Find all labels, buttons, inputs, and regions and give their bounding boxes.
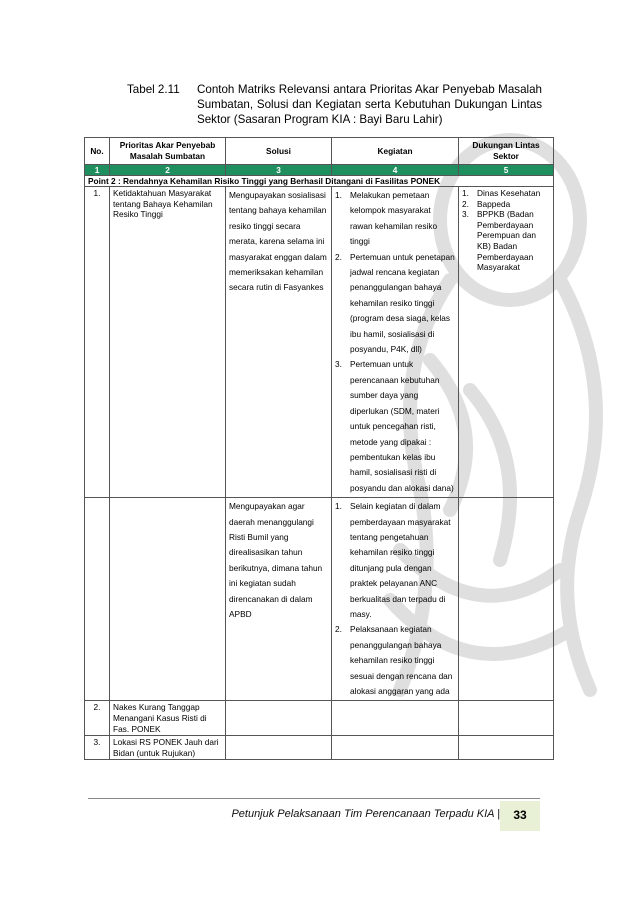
- row-prioritas: Nakes Kurang Tanggap Menangani Kasus Risti di Fas. PONEK: [110, 701, 226, 736]
- row-solusi: [226, 736, 332, 760]
- header-no: No.: [85, 138, 110, 165]
- caption-label: Tabel 2.11: [127, 83, 180, 96]
- row-dukungan: [459, 498, 554, 701]
- table-row: [85, 498, 554, 701]
- header-kegiatan: Kegiatan: [332, 138, 459, 165]
- table-row: [85, 701, 554, 736]
- column-number-row: [85, 165, 554, 176]
- row-prioritas: Ketidaktahuan Masyarakat tentang Bahaya Kehamilan Resiko Tinggi: [110, 187, 226, 498]
- table-row: [85, 736, 554, 760]
- list-item: 1. Dinas Kesehatan: [462, 188, 541, 198]
- list-item: 2. Bappeda: [462, 198, 511, 209]
- row-dukungan: [459, 701, 554, 736]
- row-kegiatan: [332, 736, 459, 760]
- row-no: 1.: [85, 187, 110, 498]
- col-number: 1: [85, 165, 110, 176]
- caption-text: Contoh Matriks Relevansi antara Prioritas Akar Penyebab Masalah Sumbatan, Solusi dan Kegiatan serta Kebutuhan Dukungan Lintas Sektor (Sasaran Program KIA : Bayi Baru Lahir): [197, 83, 542, 127]
- list-item: 1. Selain kegiatan di dalam pemberdayaan masyarakat tentang pengetahuan kehamilan resiko tinggi ditunjang pula dengan praktek pelayanan ANC berkualitas dan terpadu di masy.: [335, 501, 451, 619]
- list-item: 2. Pertemuan untuk penetapan jadwal rencana kegiatan penanggulangan bahaya kehamilan resiko tinggi (program desa siaga, kelas ibu hamil, sosialisasi di posyandu, P4K, dll): [335, 251, 455, 355]
- table-row: [85, 187, 554, 498]
- row-prioritas: Lokasi RS PONEK Jauh dari Bidan (untuk Rujukan): [110, 736, 226, 760]
- list-item: 1. Melakukan pemetaan kelompok masyarakat rawan kehamilan resiko tinggi: [335, 190, 438, 247]
- col-number: 3: [226, 165, 332, 176]
- row-solusi: Mengupayakan agar daerah menanggulangi Risti Bumil yang direalisasikan tahun berikutnya, dimana tahun ini kegiatan sudah direncanakan di dalam APBD: [226, 498, 332, 701]
- col-number: 5: [459, 165, 554, 176]
- list-item: 3. BPPKB (Badan Pemberdayaan Perempuan dan KB) Badan Pemberdayaan Masyarakat: [462, 209, 537, 273]
- footer-divider: [88, 798, 540, 799]
- row-solusi: Mengupayakan sosialisasi tentang bahaya kehamilan resiko tinggi secara merata, karena selama ini masyarakat enggan dalam memeriksakan kehamilan secara rutin di Fasyankes: [226, 187, 332, 498]
- row-dukungan: [459, 187, 554, 498]
- row-solusi: [226, 701, 332, 736]
- row-dukungan: [459, 736, 554, 760]
- list-item: 2. Pelaksanaan kegiatan penanggulangan bahaya kehamilan resiko tinggi sesuai dengan rencana dan alokasi anggaran yang ada: [335, 624, 453, 696]
- col-number: 2: [110, 165, 226, 176]
- footer-title: Petunjuk Pelaksanaan Tim Perencanaan Terpadu KIA |: [231, 808, 500, 820]
- header-dukungan: Dukungan Lintas Sektor: [459, 138, 554, 165]
- point-title: Point 2 : Rendahnya Kehamilan Risiko Tinggi yang Berhasil Ditangani di Fasilitas PONEK: [85, 176, 554, 187]
- row-no: 2.: [85, 701, 110, 736]
- relevance-matrix-table: [84, 137, 554, 760]
- list-item: 3. Pertemuan untuk perencanaan kebutuhan sumber daya yang diperlukan (SDM, materi untuk pencegahan risti, metode yang dipakai : pembentukan kelas ibu hamil, sosialisasi risti di posyandu dan alokasi dana): [335, 359, 454, 493]
- page-number: 33: [513, 808, 527, 822]
- row-no: [85, 498, 110, 701]
- header-prioritas: Prioritas Akar Penyebab Masalah Sumbatan: [110, 138, 226, 165]
- row-no: 3.: [85, 736, 110, 760]
- point-row: [85, 176, 554, 187]
- row-kegiatan: [332, 187, 459, 498]
- header-solusi: Solusi: [226, 138, 332, 165]
- col-number: 4: [332, 165, 459, 176]
- row-kegiatan: [332, 498, 459, 701]
- header-row: [85, 138, 554, 165]
- row-kegiatan: [332, 701, 459, 736]
- row-prioritas: [110, 498, 226, 701]
